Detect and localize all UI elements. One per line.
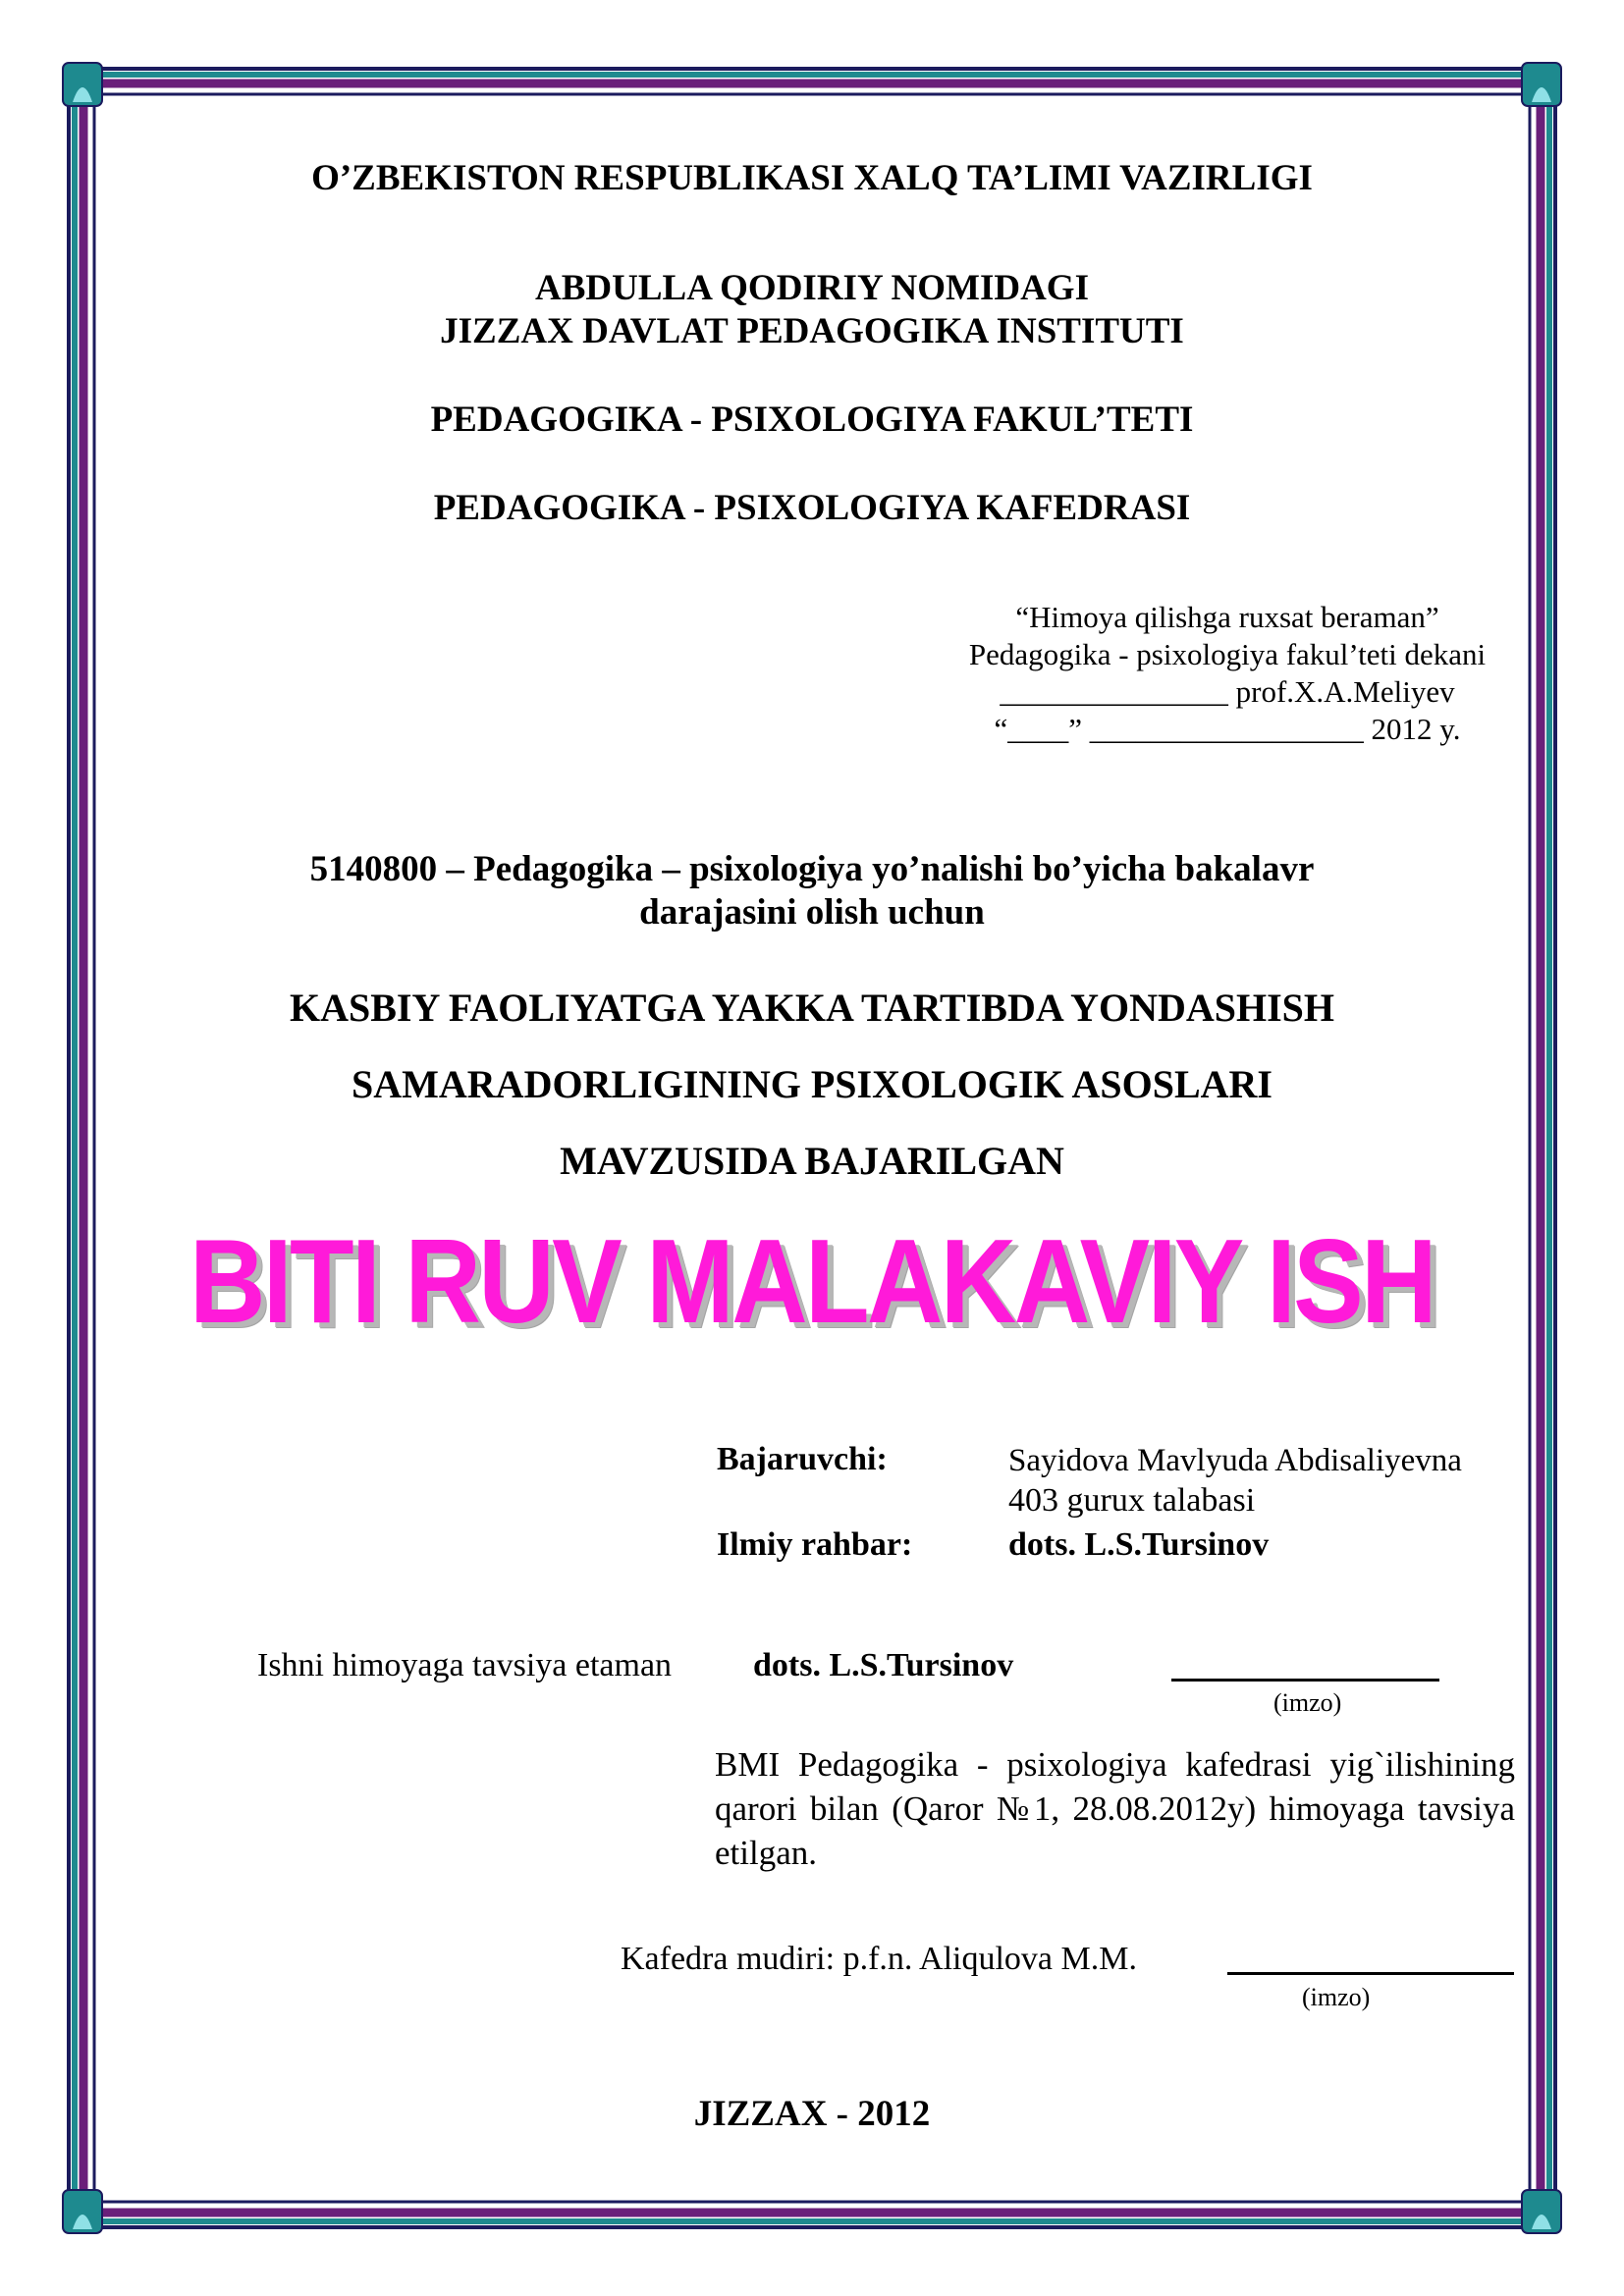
recommend-signature-line xyxy=(1171,1679,1439,1682)
degree-line1: 5140800 – Pedagogika – psixologiya yo’nalishi bo’yicha bakalavr xyxy=(309,849,1315,889)
work-title: BITI RUV MALAKAVIY ISH xyxy=(189,1214,1435,1348)
topic-line1: KASBIY FAOLIYATGA YAKKA TARTIBDA YONDASHISH xyxy=(289,986,1335,1030)
recommend-text: Ishni himoyaga tavsiya etaman xyxy=(257,1647,673,1683)
faculty-name: PEDAGOGIKA - PSIXOLOGIYA FAKUL’TETI xyxy=(430,400,1194,440)
topic-line2: SAMARADORLIGINING PSIXOLOGIK ASOSLARI xyxy=(352,1062,1272,1106)
approval-line3: _______________ prof.X.A.Meliyev xyxy=(1000,674,1455,709)
city-year: JIZZAX - 2012 xyxy=(693,2094,931,2134)
approval-line4: “____” __________________ 2012 y. xyxy=(994,712,1461,746)
degree-line2: darajasini olish uchun xyxy=(639,892,985,933)
recommend-name: dots. L.S.Tursinov xyxy=(753,1647,1014,1683)
advisor-label: Ilmiy rahbar: xyxy=(717,1526,913,1563)
head-signature-line xyxy=(1227,1972,1514,1975)
recommend-sign-caption: (imzo) xyxy=(1273,1688,1342,1717)
head-sign-caption: (imzo) xyxy=(1302,1983,1371,2011)
approval-line2: Pedagogika - psixologiya fakul’teti dekani xyxy=(968,637,1487,671)
approval-line1: “Himoya qilishga ruxsat beraman” xyxy=(1015,600,1439,634)
performer-group: 403 gurux talabasi xyxy=(1008,1482,1256,1519)
department-name: PEDAGOGIKA - PSIXOLOGIYA KAFEDRASI xyxy=(433,488,1191,528)
ministry-name: O’ZBEKISTON RESPUBLIKASI XALQ TA’LIMI VAZIRLIGI xyxy=(311,158,1313,198)
performer-name: Sayidova Mavlyuda Abdisaliyevna xyxy=(1008,1443,1462,1478)
performer-label: Bajaruvchi: xyxy=(717,1441,888,1477)
head-of-department: Kafedra mudiri: p.f.n. Aliqulova M.M. xyxy=(621,1941,1137,1977)
department-decision: BMI Pedagogika - psixologiya kafedrasi yig`ilishining qarori bilan (Qaror №1, 28.08.2012y) himoyaga tavsiya etilgan. xyxy=(715,1745,1515,1872)
institute-name-line1: ABDULLA QODIRIY NOMIDAGI xyxy=(535,268,1089,308)
institute-name-line2: JIZZAX DAVLAT PEDAGOGIKA INSTITUTI xyxy=(440,311,1184,351)
topic-line3: MAVZUSIDA BAJARILGAN xyxy=(560,1139,1064,1183)
advisor-name: dots. L.S.Tursinov xyxy=(1008,1526,1270,1563)
approval-block xyxy=(884,599,1571,748)
